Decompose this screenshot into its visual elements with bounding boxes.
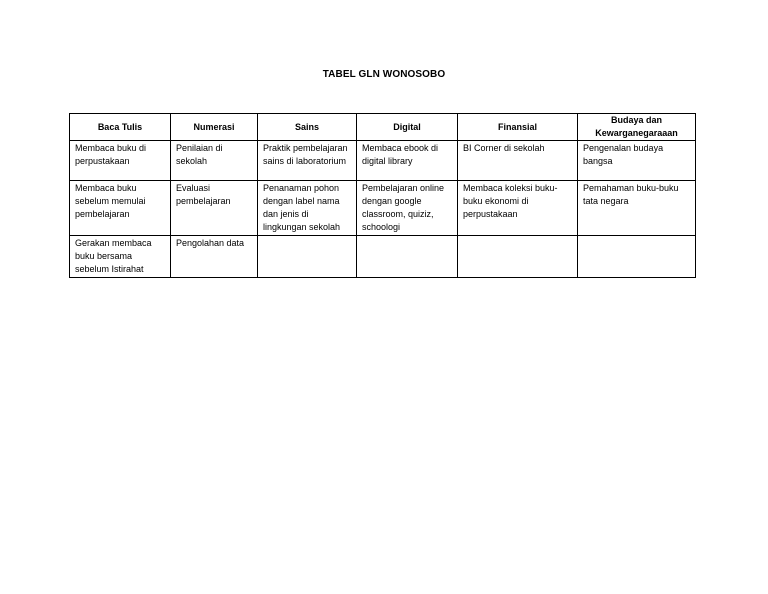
table-cell: Pengolahan data bbox=[171, 236, 258, 278]
table-row bbox=[70, 236, 696, 278]
table-cell: Praktik pembelajaran sains di laboratorium bbox=[258, 141, 357, 181]
header-numerasi: Numerasi bbox=[171, 114, 258, 141]
header-digital: Digital bbox=[357, 114, 458, 141]
page-title: TABEL GLN WONOSOBO bbox=[322, 69, 446, 80]
table-cell: Membaca koleksi buku-buku ekonomi di perpustakaan bbox=[458, 181, 578, 236]
table-row bbox=[70, 141, 696, 181]
table-row bbox=[70, 181, 696, 236]
table-cell: BI Corner di sekolah bbox=[458, 141, 578, 181]
table-cell bbox=[578, 236, 696, 278]
header-sains: Sains bbox=[258, 114, 357, 141]
header-baca-tulis: Baca Tulis bbox=[70, 114, 171, 141]
table-cell: Pengenalan budaya bangsa bbox=[578, 141, 696, 181]
table-header-row bbox=[70, 114, 696, 141]
table-cell bbox=[258, 236, 357, 278]
table-cell bbox=[458, 236, 578, 278]
gln-table bbox=[69, 113, 696, 278]
table-cell: Membaca ebook di digital library bbox=[357, 141, 458, 181]
table-cell bbox=[357, 236, 458, 278]
header-budaya: Budaya dan Kewarganegaraaan bbox=[578, 114, 696, 141]
table-cell: Penanaman pohon dengan label nama dan jenis di lingkungan sekolah bbox=[258, 181, 357, 236]
table-cell: Membaca buku sebelum memulai pembelajaran bbox=[70, 181, 171, 236]
table-cell: Membaca buku di perpustakaan bbox=[70, 141, 171, 181]
table-cell: Penilaian di sekolah bbox=[171, 141, 258, 181]
table-cell: Gerakan membaca buku bersama sebelum Istirahat bbox=[70, 236, 171, 278]
header-finansial: Finansial bbox=[458, 114, 578, 141]
table-cell: Pembelajaran online dengan google classroom, quiziz, schoologi bbox=[357, 181, 458, 236]
table-cell: Pemahaman buku-buku tata negara bbox=[578, 181, 696, 236]
table-cell: Evaluasi pembelajaran bbox=[171, 181, 258, 236]
